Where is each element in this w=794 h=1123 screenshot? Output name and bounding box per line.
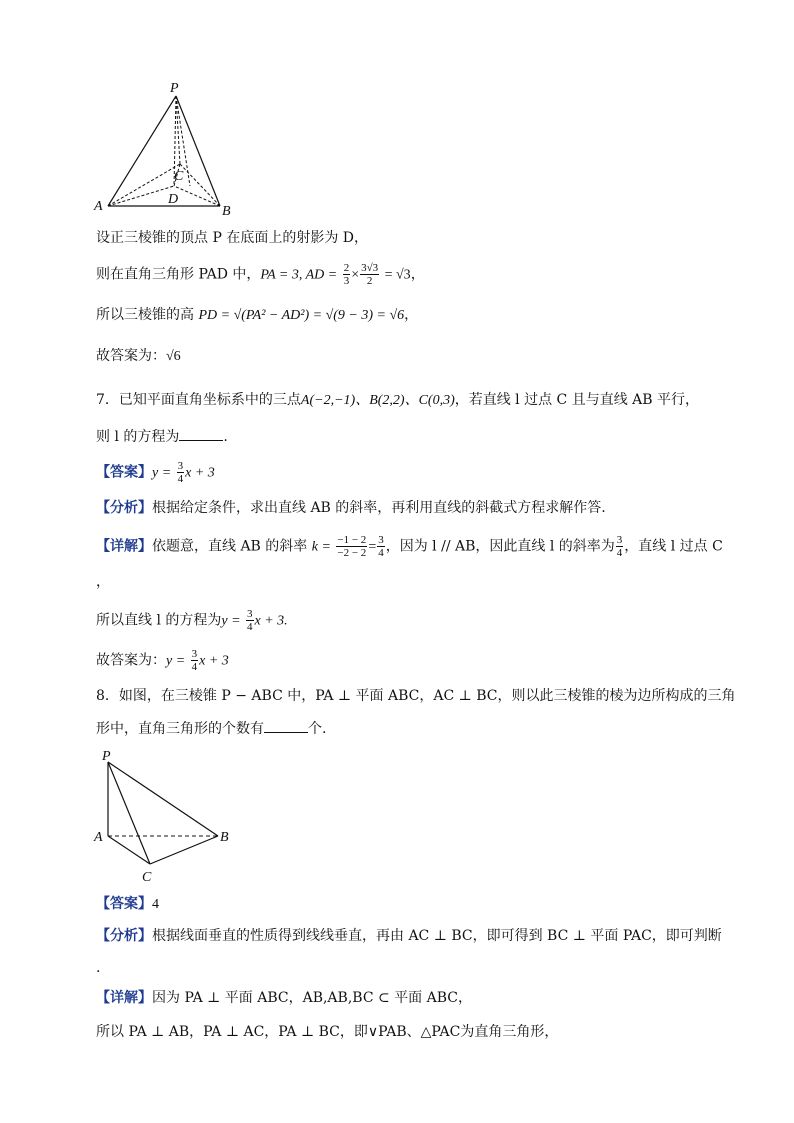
- q7-detail-line1: 【详解】依题意，直线 AB 的斜率 k = $\frac{-1 - 2}{-2 - 2}$ = $\frac{3}{4}$ ，因为 l // AB，因此直线 l 的斜率为 $\frac{3}{4}$ ，直线 l 过点 C: [96, 534, 723, 559]
- label-P: P: [102, 749, 111, 764]
- fraction: $\frac{3√3}{2}$: [361, 262, 379, 287]
- q7-stem-line1: 7．已知平面直角坐标系中的三点A(−2,−1)、B(2,2)、C(0,3)，若直线 l 过点 C 且与直线 AB 平行，: [96, 392, 700, 408]
- answer-blank: [264, 718, 308, 733]
- fraction: $\frac{3}{4}$: [247, 608, 253, 633]
- q8-stem-line2: 形中，直角三角形的个数有 个.: [96, 718, 326, 739]
- fraction: $\frac{2}{3}$: [343, 262, 350, 287]
- edge-BC: [180, 164, 220, 206]
- edge-PC: [108, 762, 150, 864]
- fraction: $\frac{3}{4}$: [378, 534, 384, 559]
- sol6-line3: 所以三棱锥的高 PD = √(PA² − AD²) = √(9 − 3) = √6，: [96, 307, 419, 323]
- figure-pyramid-pabc: [92, 744, 242, 884]
- q7-stem-line2: 则 l 的方程为 .: [96, 426, 228, 447]
- q7-analysis: 【分析】根据给定条件，求出直线 AB 的斜率，再利用直线的斜截式方程求解作答.: [96, 500, 606, 516]
- label-A: A: [94, 199, 103, 214]
- fraction: $\frac{3}{4}$: [177, 460, 184, 485]
- label-C: C: [174, 169, 184, 184]
- answer-blank: [179, 426, 223, 441]
- sol6-line4: 故答案为：√6: [96, 348, 181, 364]
- label-B: B: [222, 204, 231, 219]
- q8-detail-line2: 所以 PA ⊥ AB，PA ⊥ AC，PA ⊥ BC，即∨PAB、△PAC为直角三角形，: [96, 1024, 559, 1040]
- fraction: $\frac{-1 - 2}{-2 - 2}$: [337, 534, 367, 559]
- label-A: A: [94, 830, 103, 845]
- q8-answer: 【答案】4: [96, 896, 159, 912]
- figure-tetrahedron: [90, 78, 250, 223]
- edge-BC: [150, 836, 218, 864]
- q7-detail-line3: 所以直线 l 的方程为y = $\frac{3}{4}$ x + 3.: [96, 608, 288, 633]
- label-P: P: [170, 81, 179, 96]
- fraction: $\frac{3}{4}$: [616, 534, 623, 559]
- q8-analysis: 【分析】根据线面垂直的性质得到线线垂直，再由 AC ⊥ BC，即可得到 BC ⊥ 平面 PAC，即可判断: [96, 928, 722, 944]
- label-C: C: [142, 870, 152, 884]
- fraction: $\frac{3}{4}$: [191, 648, 198, 673]
- q8-detail-line1: 【详解】因为 PA ⊥ 平面 ABC，AB,AB,BC ⊂ 平面 ABC，: [96, 990, 472, 1006]
- label-D: D: [168, 192, 179, 207]
- sol6-line1: 设正三棱锥的顶点 P 在底面上的射影为 D，: [96, 230, 368, 246]
- q8-analysis-line2: .: [96, 960, 101, 976]
- q7-answer: 【答案】y = $\frac{3}{4}$ x + 3: [96, 460, 215, 485]
- q7-detail-line2: ，: [96, 574, 110, 590]
- sol6-line2: 则在直角三角形 PAD 中，PA = 3, AD = $\frac{2}{3}$ × $\frac{3√3}{2}$ = √3，: [96, 262, 425, 287]
- label-B: B: [220, 830, 229, 845]
- edge-PB: [108, 762, 218, 836]
- q8-stem-line1: 8．如图，在三棱锥 P − ABC 中，PA ⊥ 平面 ABC，AC ⊥ BC，则以此三棱锥的棱为边所构成的三角: [96, 688, 736, 704]
- q7-final: 故答案为：y = $\frac{3}{4}$ x + 3: [96, 648, 229, 673]
- edge-PA: [108, 96, 179, 207]
